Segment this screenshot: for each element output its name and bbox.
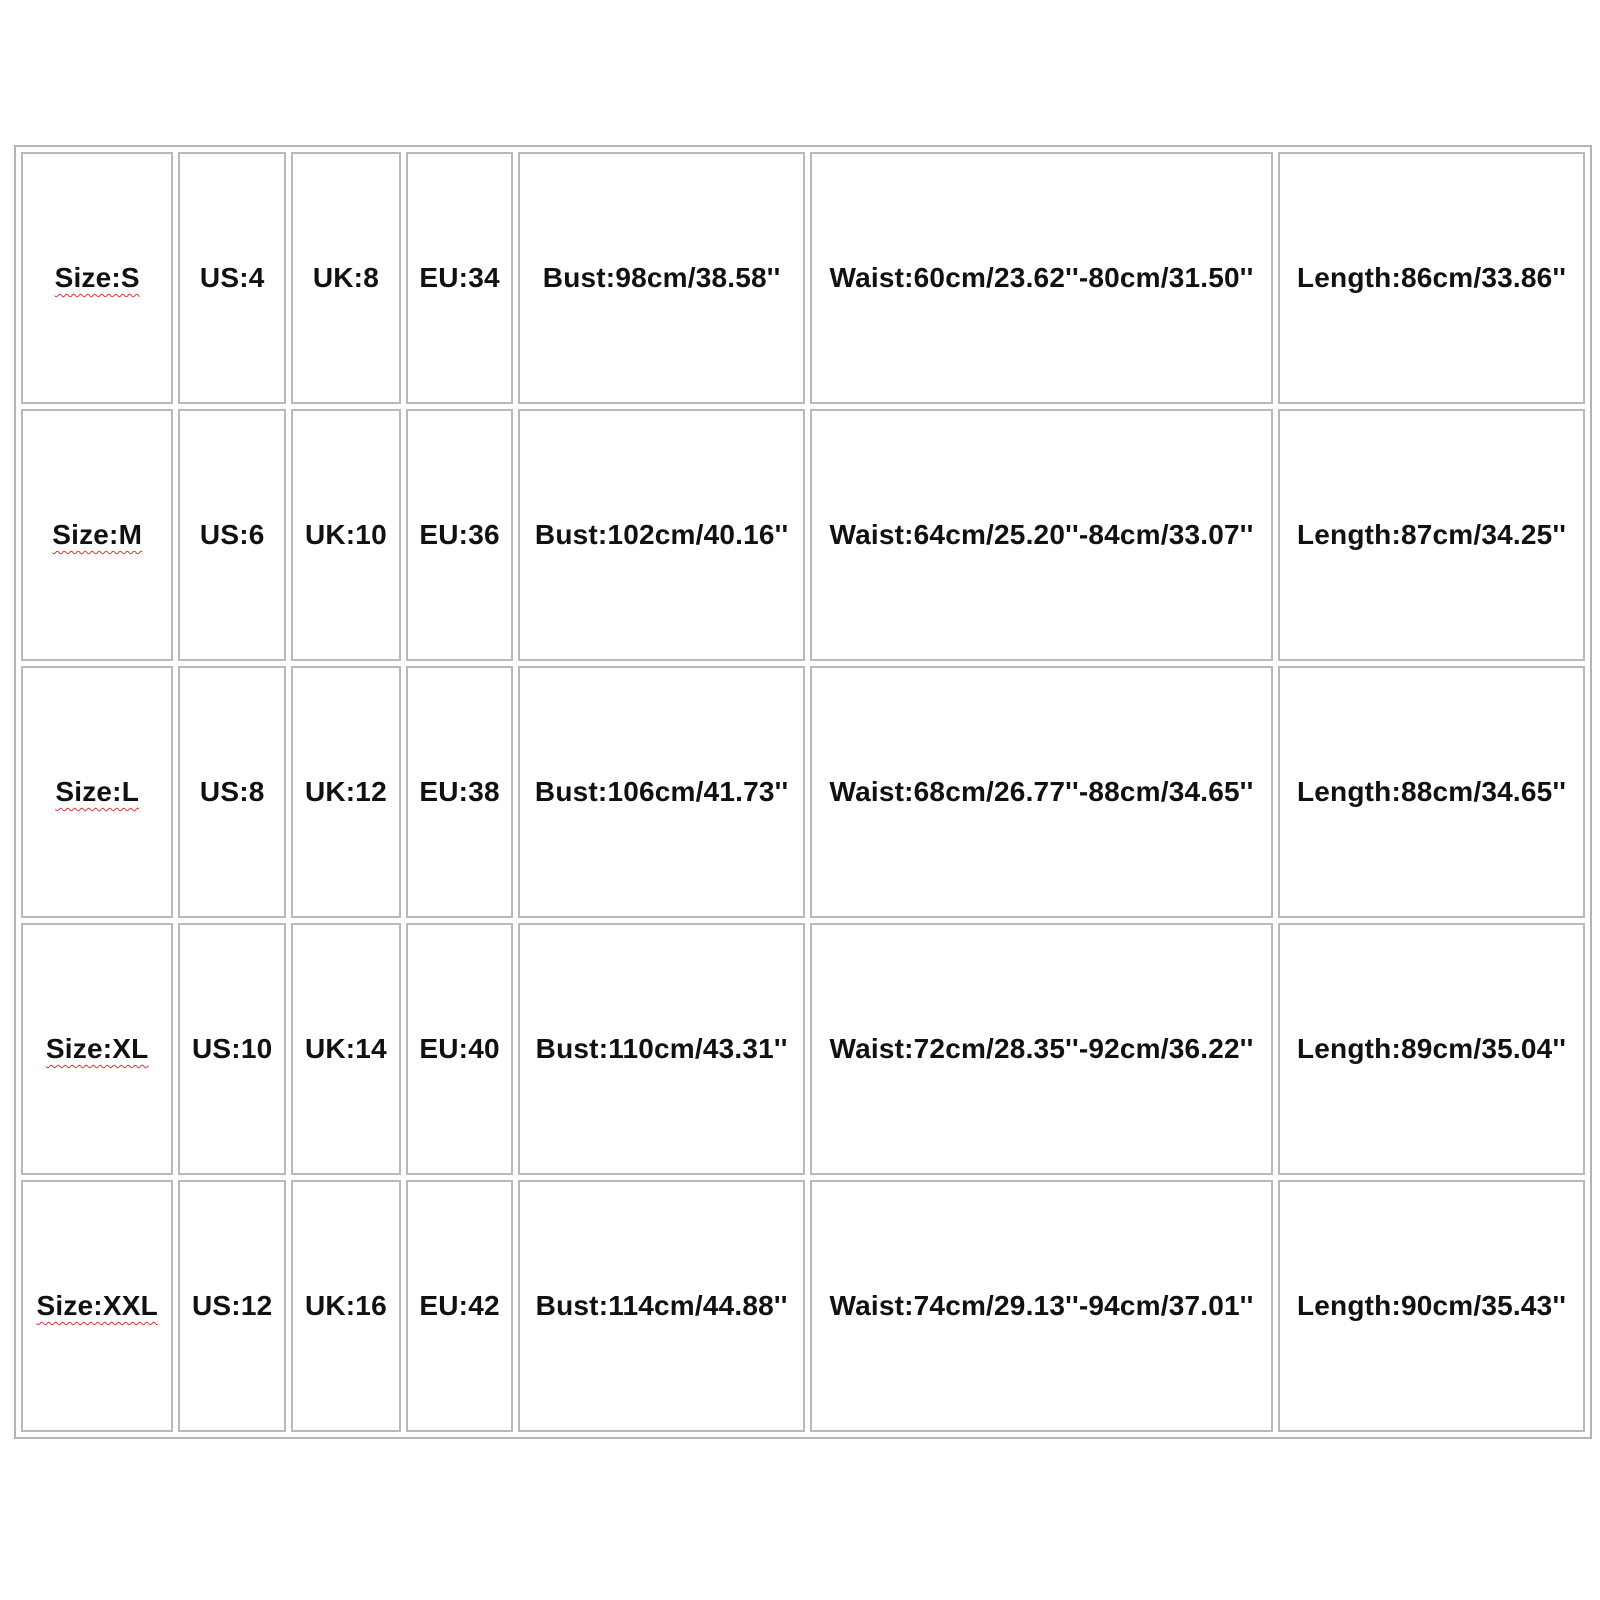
waist-cell: Waist:74cm/29.13''-94cm/37.01''	[810, 1180, 1273, 1432]
us-size-cell: US:4	[178, 152, 286, 404]
length-cell: Length:90cm/35.43''	[1278, 1180, 1585, 1432]
table-row	[21, 409, 1585, 661]
table-row	[21, 666, 1585, 918]
bust-cell: Bust:102cm/40.16''	[518, 409, 804, 661]
length-cell: Length:87cm/34.25''	[1278, 409, 1585, 661]
bust-cell: Bust:110cm/43.31''	[518, 923, 804, 1175]
size-cell	[21, 152, 173, 404]
us-size-cell: US:6	[178, 409, 286, 661]
length-cell: Length:86cm/33.86''	[1278, 152, 1585, 404]
bust-cell: Bust:98cm/38.58''	[518, 152, 804, 404]
size-label: Size:XXL	[36, 1290, 158, 1321]
size-cell	[21, 666, 173, 918]
uk-size-cell: UK:14	[291, 923, 401, 1175]
size-table	[16, 147, 1590, 1437]
us-size-cell: US:12	[178, 1180, 286, 1432]
size-cell	[21, 1180, 173, 1432]
waist-cell: Waist:68cm/26.77''-88cm/34.65''	[810, 666, 1273, 918]
table-row	[21, 923, 1585, 1175]
table-row	[21, 1180, 1585, 1432]
size-label: Size:S	[54, 262, 140, 293]
uk-size-cell: UK:12	[291, 666, 401, 918]
uk-size-cell: UK:10	[291, 409, 401, 661]
eu-size-cell: EU:40	[406, 923, 514, 1175]
length-cell: Length:88cm/34.65''	[1278, 666, 1585, 918]
us-size-cell: US:8	[178, 666, 286, 918]
bust-cell: Bust:106cm/41.73''	[518, 666, 804, 918]
size-cell	[21, 409, 173, 661]
table-row	[21, 152, 1585, 404]
waist-cell: Waist:72cm/28.35''-92cm/36.22''	[810, 923, 1273, 1175]
uk-size-cell: UK:16	[291, 1180, 401, 1432]
eu-size-cell: EU:42	[406, 1180, 514, 1432]
size-label: Size:XL	[45, 1033, 149, 1064]
size-chart-table	[14, 145, 1592, 1439]
size-label: Size:M	[52, 519, 143, 550]
bust-cell: Bust:114cm/44.88''	[518, 1180, 804, 1432]
size-label: Size:L	[55, 776, 140, 807]
uk-size-cell: UK:8	[291, 152, 401, 404]
eu-size-cell: EU:36	[406, 409, 514, 661]
eu-size-cell: EU:38	[406, 666, 514, 918]
waist-cell: Waist:60cm/23.62''-80cm/31.50''	[810, 152, 1273, 404]
length-cell: Length:89cm/35.04''	[1278, 923, 1585, 1175]
us-size-cell: US:10	[178, 923, 286, 1175]
size-cell	[21, 923, 173, 1175]
waist-cell: Waist:64cm/25.20''-84cm/33.07''	[810, 409, 1273, 661]
eu-size-cell: EU:34	[406, 152, 514, 404]
